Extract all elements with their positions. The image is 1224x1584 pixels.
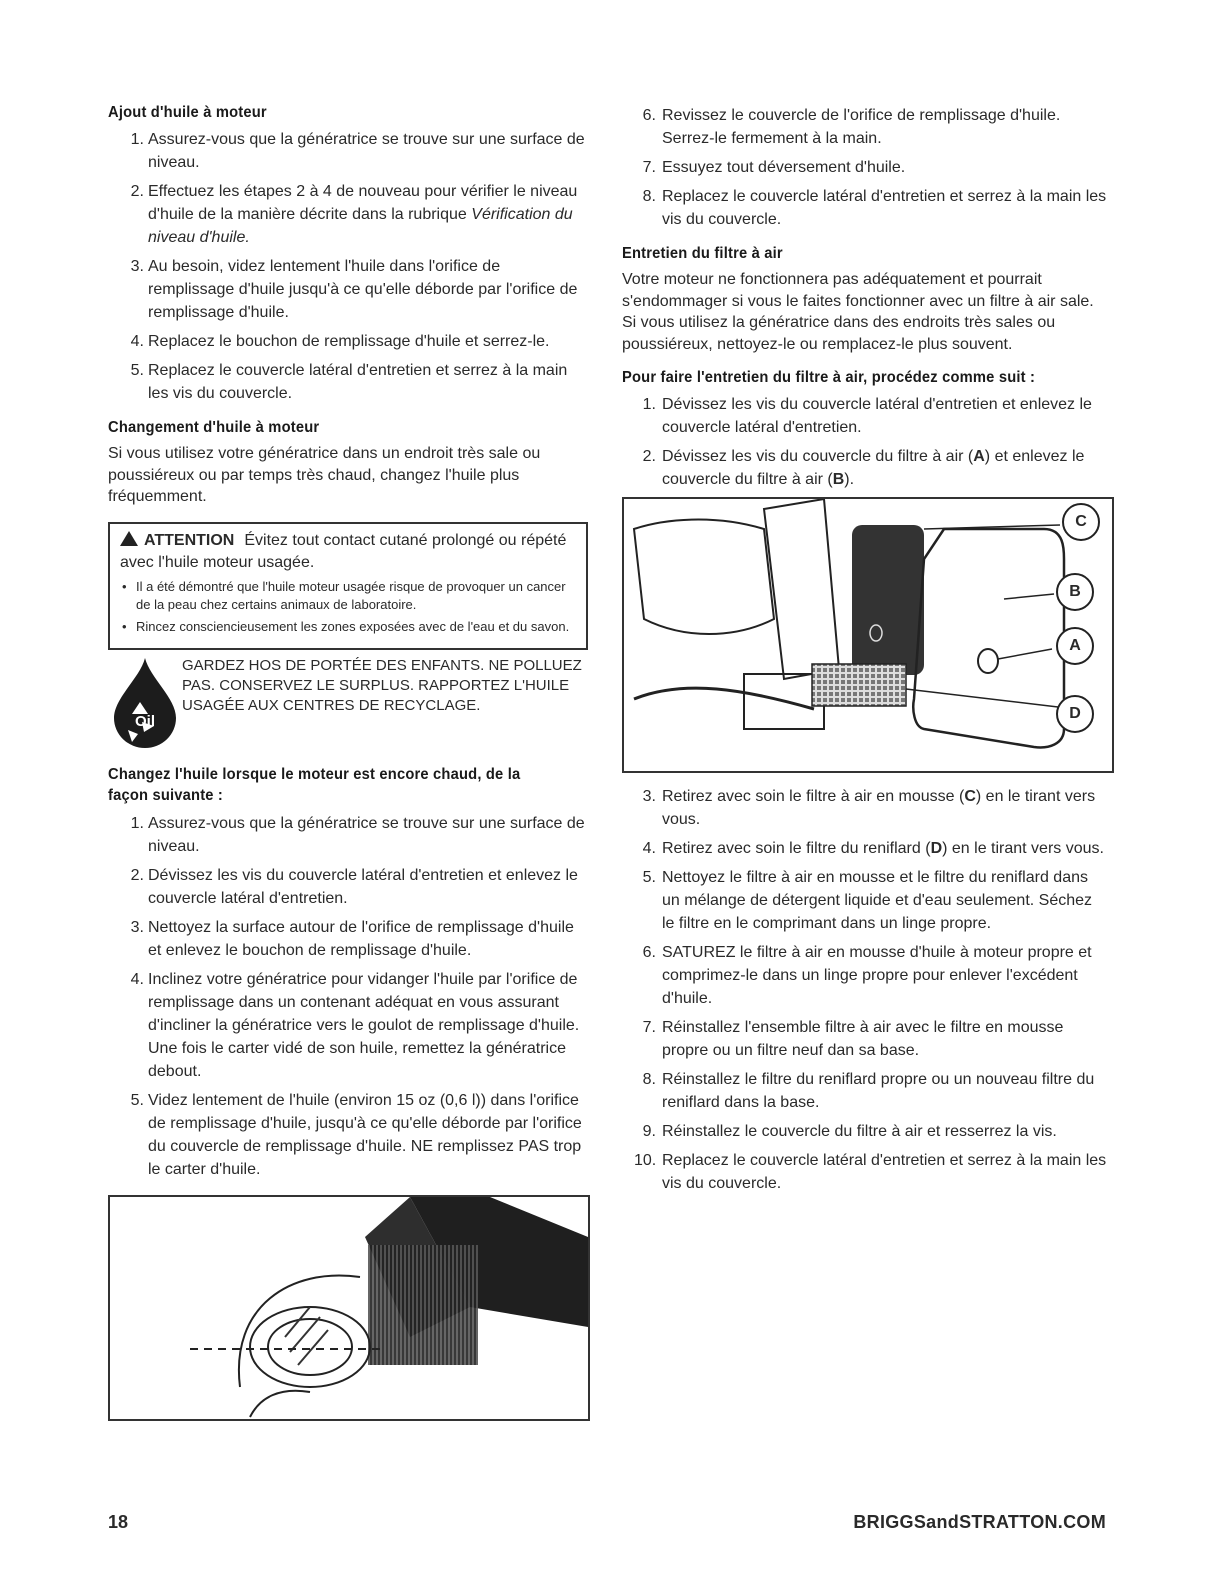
list-item: 8. Réinstallez le filtre du reniflard propre ou un nouveau filtre du reniflard dans la base. (642, 1071, 1095, 1111)
add-oil-steps (108, 128, 588, 405)
callout-d: D (1056, 695, 1094, 733)
callout-b: B (1056, 573, 1094, 611)
list-item: 1. Assurez-vous que la génératrice se trouve sur une surface de niveau. (130, 131, 585, 171)
oil-change-steps (108, 812, 588, 1181)
list-item: 2. Dévissez les vis du couvercle du filtre à air (A) et enlevez le couvercle du filtre à air (B). (642, 448, 1085, 488)
section-title-hot-engine: Changez l'huile lorsque le moteur est encore chaud, de la façon suivante : (108, 765, 521, 804)
list-item: 4. Replacez le bouchon de remplissage d'huile et serrez-le. (130, 333, 550, 350)
air-filter-intro: Votre moteur ne fonctionnera pas adéquatement et pourrait s'endommager si vous le faites fonctionner avec un filtre à air sale. Si vous utilisez la génératrice dans des endroits très sales ou poussiéreux, nettoyez-le ou remplacez-le plus souvent. (622, 271, 1094, 353)
list-item: 7. Essuyez tout déversement d'huile. (642, 159, 906, 176)
list-item: 6. SATUREZ le filtre à air en mousse d'huile à moteur propre et comprimez-le dans un linge propre pour enlever l'excédent d'huile. (642, 944, 1092, 1007)
list-item: 4. Inclinez votre génératrice pour vidanger l'huile par l'orifice de remplissage dans un contenant adéquat en vous assurant d'incliner la génératrice vers le goulot de remplissage d'huile. Une fois le carter vidé de son huile, remettez la génératrice debout. (130, 970, 580, 1080)
reference-italic: Vérification du niveau d'huile. (148, 206, 573, 246)
list-item: 5. Replacez le couvercle latéral d'entretien et serrez à la main les vis du couvercle. (130, 362, 568, 402)
oil-change-intro: Si vous utilisez votre génératrice dans un endroit très sale ou poussiéreux ou par temps très chaud, changez l'huile plus fréquemment. (108, 445, 541, 505)
list-item: • Il a été démontré que l'huile moteur usagée risque de provoquer un cancer de la peau chez certains animaux de laboratoire. (120, 578, 576, 614)
warning-title: ATTENTION (144, 531, 235, 549)
section-title-air-filter: Entretien du filtre à air (622, 245, 783, 262)
list-item: 3. Au besoin, videz lentement l'huile dans l'orifice de remplissage d'huile jusqu'à ce qu'elle déborde par l'orifice de remplissage d'huile. (130, 258, 578, 321)
list-item: 1. Assurez-vous que la génératrice se trouve sur une surface de niveau. (130, 814, 585, 855)
warning-triangle-icon (120, 531, 138, 546)
list-item: 1. Dévissez les vis du couvercle latéral d'entretien et enlevez le couvercle latéral d'entretien. (642, 396, 1092, 436)
warning-bullets (120, 578, 576, 636)
section-title-add-oil: Ajout d'huile à moteur (108, 104, 267, 121)
right-column (622, 104, 1108, 1209)
footer-website: BRIGGSandSTRATTON.COM (853, 1512, 1106, 1532)
air-filter-drawing-icon (624, 499, 1112, 771)
list-item: • Rincez consciencieusement les zones exposées avec de l'eau et du savon. (120, 618, 576, 636)
list-item: 2. Effectuez les étapes 2 à 4 de nouveau pour vérifier le niveau d'huile de la manière décrite dans la rubrique Vérification du niveau d'huile. (130, 183, 578, 246)
list-item: 6. Revissez le couvercle de l'orifice de remplissage d'huile. Serrez-le fermement à la main. (642, 107, 1061, 147)
list-item: 2. Dévissez les vis du couvercle latéral d'entretien et enlevez le couvercle latéral d'entretien. (130, 866, 578, 907)
list-item: 9. Réinstallez le couvercle du filtre à air et resserrez la vis. (642, 1123, 1057, 1140)
section-title-air-filter-procedure: Pour faire l'entretien du filtre à air, procédez comme suit : (622, 369, 1036, 386)
svg-text:Oil: Oil (134, 712, 156, 730)
air-filter-illustration (622, 497, 1114, 773)
page-number: 18 (108, 1512, 129, 1532)
section-title-oil-change: Changement d'huile à moteur (108, 419, 320, 436)
list-item: 3. Nettoyez la surface autour de l'orifice de remplissage d'huile et enlevez le bouchon de remplissage d'huile. (130, 918, 574, 959)
oil-fill-illustration (108, 1195, 590, 1421)
list-item: 5. Videz lentement de l'huile (environ 15 oz (0,6 l)) dans l'orifice de remplissage d'huile, jusqu'à ce qu'elle déborde par l'orifice du couvercle de remplissage d'huile. NE remplissez PAS trop le carter d'huile. (130, 1091, 582, 1178)
callout-c: C (1062, 503, 1100, 541)
recycle-text: GARDEZ HOS DE PORTÉE DES ENFANTS. NE POLLUEZ PAS. CONSERVEZ LE SURPLUS. RAPPORTEZ L'HUILE USAGÉE AUX CENTRES DE RECYCLAGE. (182, 656, 582, 714)
oil-fill-drawing-icon (110, 1197, 588, 1419)
left-column (108, 104, 588, 1421)
callout-a: A (1056, 627, 1094, 665)
list-item: 3. Retirez avec soin le filtre à air en mousse (C) en le tirant vers vous. (642, 788, 1096, 828)
add-oil-steps-continued (622, 104, 1108, 231)
list-item: 8. Replacez le couvercle latéral d'entretien et serrez à la main les vis du couvercle. (642, 188, 1107, 228)
air-filter-steps-b (622, 785, 1108, 1195)
oil-recycle-drop-icon (110, 656, 180, 748)
recycle-notice (108, 656, 588, 748)
air-filter-steps-a (622, 393, 1108, 491)
list-item: 10. Replacez le couvercle latéral d'entretien et serrez à la main les vis du couvercle. (634, 1152, 1107, 1192)
list-item: 4. Retirez avec soin le filtre du reniflard (D) en le tirant vers vous. (642, 840, 1104, 857)
list-item: 7. Réinstallez l'ensemble filtre à air avec le filtre en mousse propre ou un filtre neuf dan sa base. (642, 1019, 1064, 1059)
warning-lead: Évitez tout contact cutané prolongé ou répété avec l'huile moteur usagée. (120, 531, 567, 571)
warning-box (108, 522, 588, 650)
list-item: 5. Nettoyez le filtre à air en mousse et le filtre du reniflard dans un mélange de détergent liquide et d'eau seulement. Séchez le filtre en le comprimant dans un linge propre. (642, 869, 1093, 932)
